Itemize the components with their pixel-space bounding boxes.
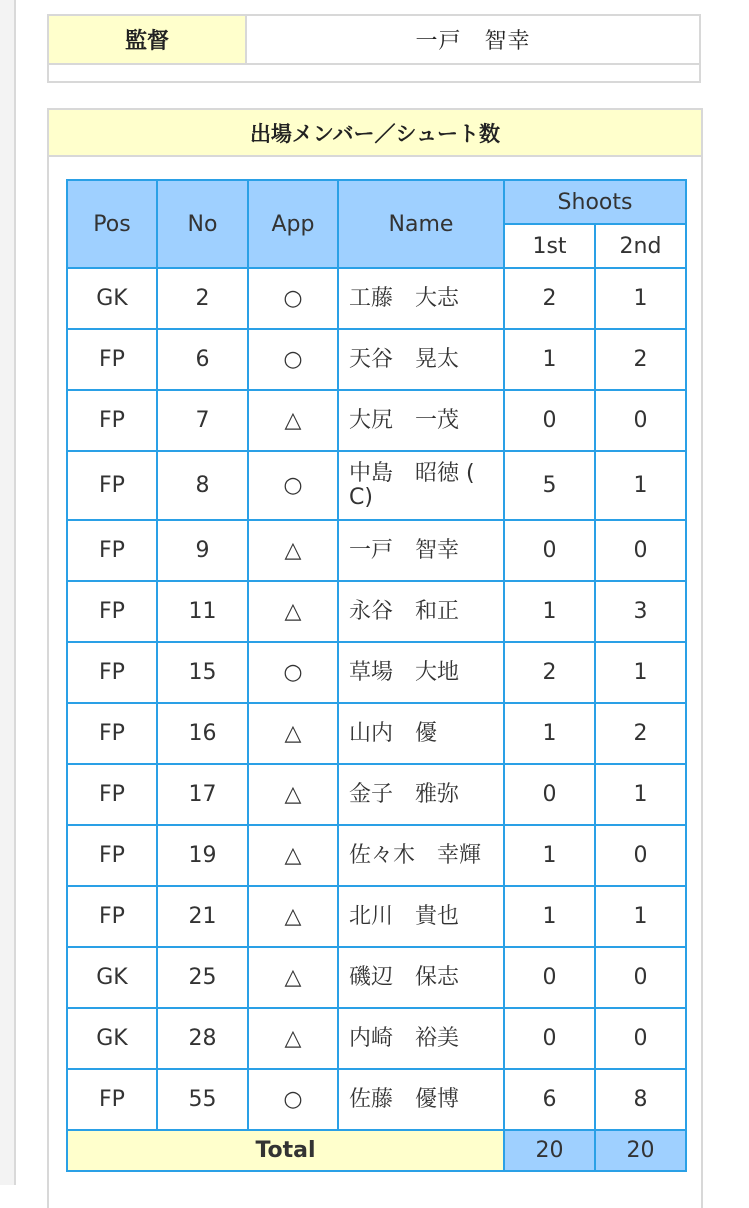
player-shoots-second: 1 (595, 268, 686, 329)
player-shoots-first: 1 (504, 825, 595, 886)
player-app: ○ (248, 642, 338, 703)
player-no: 7 (157, 390, 248, 451)
table-row (67, 764, 686, 825)
header-app: App (248, 180, 338, 268)
player-shoots-first: 1 (504, 703, 595, 764)
director-label: 監督 (49, 16, 247, 63)
player-app: △ (248, 520, 338, 581)
player-name: 中島 昭徳 ( C) (338, 451, 504, 520)
player-no: 15 (157, 642, 248, 703)
player-name: 内崎 裕美 (338, 1008, 504, 1069)
members-panel-title: 出場メンバー／シュート数 (49, 110, 701, 157)
player-no: 55 (157, 1069, 248, 1130)
player-name: 草場 大地 (338, 642, 504, 703)
player-app: ○ (248, 451, 338, 520)
player-app: △ (248, 825, 338, 886)
player-shoots-first: 1 (504, 329, 595, 390)
player-name: 工藤 大志 (338, 268, 504, 329)
player-pos: GK (67, 947, 157, 1008)
player-shoots-first: 5 (504, 451, 595, 520)
player-shoots-first: 1 (504, 886, 595, 947)
page-left-border (0, 0, 20, 1185)
player-pos: FP (67, 642, 157, 703)
player-name: 永谷 和正 (338, 581, 504, 642)
table-row (67, 1008, 686, 1069)
roster-header-row (67, 180, 686, 224)
player-pos: FP (67, 764, 157, 825)
player-name: 一戸 智幸 (338, 520, 504, 581)
header-name: Name (338, 180, 504, 268)
player-app: △ (248, 764, 338, 825)
player-shoots-second: 3 (595, 581, 686, 642)
player-name: 山内 優 (338, 703, 504, 764)
header-second-half: 2nd (595, 224, 686, 268)
player-shoots-second: 0 (595, 825, 686, 886)
player-no: 2 (157, 268, 248, 329)
player-shoots-first: 0 (504, 520, 595, 581)
player-pos: GK (67, 1008, 157, 1069)
player-shoots-second: 1 (595, 886, 686, 947)
director-row (49, 16, 699, 65)
table-row (67, 947, 686, 1008)
player-app: ○ (248, 1069, 338, 1130)
table-row (67, 825, 686, 886)
table-row (67, 1069, 686, 1130)
player-no: 28 (157, 1008, 248, 1069)
player-pos: FP (67, 581, 157, 642)
player-shoots-second: 0 (595, 947, 686, 1008)
player-no: 9 (157, 520, 248, 581)
player-app: △ (248, 886, 338, 947)
player-no: 17 (157, 764, 248, 825)
player-app: ○ (248, 329, 338, 390)
members-panel (47, 108, 703, 1208)
player-name: 天谷 晃太 (338, 329, 504, 390)
player-app: ○ (248, 268, 338, 329)
player-shoots-second: 2 (595, 703, 686, 764)
player-shoots-first: 2 (504, 268, 595, 329)
player-app: △ (248, 947, 338, 1008)
player-name: 磯辺 保志 (338, 947, 504, 1008)
player-no: 8 (157, 451, 248, 520)
player-app: △ (248, 703, 338, 764)
player-pos: FP (67, 825, 157, 886)
player-shoots-second: 1 (595, 642, 686, 703)
player-shoots-first: 0 (504, 947, 595, 1008)
player-pos: FP (67, 703, 157, 764)
player-shoots-second: 0 (595, 390, 686, 451)
header-first-half: 1st (504, 224, 595, 268)
player-app: △ (248, 581, 338, 642)
player-shoots-second: 8 (595, 1069, 686, 1130)
player-pos: FP (67, 451, 157, 520)
player-app: △ (248, 390, 338, 451)
table-row (67, 703, 686, 764)
total-label: Total (67, 1130, 504, 1171)
header-pos: Pos (67, 180, 157, 268)
player-no: 11 (157, 581, 248, 642)
table-row (67, 886, 686, 947)
player-shoots-first: 2 (504, 642, 595, 703)
player-shoots-second: 1 (595, 451, 686, 520)
player-pos: GK (67, 268, 157, 329)
player-pos: FP (67, 1069, 157, 1130)
player-shoots-second: 1 (595, 764, 686, 825)
header-shoots: Shoots (504, 180, 686, 224)
player-name: 佐藤 優博 (338, 1069, 504, 1130)
player-shoots-first: 6 (504, 1069, 595, 1130)
header-no: No (157, 180, 248, 268)
player-pos: FP (67, 390, 157, 451)
table-row (67, 642, 686, 703)
table-row (67, 390, 686, 451)
player-no: 16 (157, 703, 248, 764)
player-name: 佐々木 幸輝 (338, 825, 504, 886)
total-first: 20 (504, 1130, 595, 1171)
table-row (67, 581, 686, 642)
roster-table (66, 179, 687, 1172)
player-pos: FP (67, 886, 157, 947)
player-name: 大尻 一茂 (338, 390, 504, 451)
director-box (47, 14, 701, 83)
player-shoots-first: 1 (504, 581, 595, 642)
player-shoots-second: 2 (595, 329, 686, 390)
player-shoots-first: 0 (504, 764, 595, 825)
player-name: 北川 貴也 (338, 886, 504, 947)
table-row (67, 329, 686, 390)
total-row (67, 1130, 686, 1171)
player-pos: FP (67, 329, 157, 390)
player-shoots-second: 0 (595, 1008, 686, 1069)
player-no: 21 (157, 886, 248, 947)
table-row (67, 451, 686, 520)
player-shoots-first: 0 (504, 390, 595, 451)
director-name: 一戸 智幸 (415, 29, 531, 54)
player-name: 金子 雅弥 (338, 764, 504, 825)
player-shoots-first: 0 (504, 1008, 595, 1069)
total-second: 20 (595, 1130, 686, 1171)
player-no: 19 (157, 825, 248, 886)
player-no: 6 (157, 329, 248, 390)
player-app: △ (248, 1008, 338, 1069)
table-row (67, 268, 686, 329)
table-row (67, 520, 686, 581)
player-no: 25 (157, 947, 248, 1008)
player-pos: FP (67, 520, 157, 581)
player-shoots-second: 0 (595, 520, 686, 581)
